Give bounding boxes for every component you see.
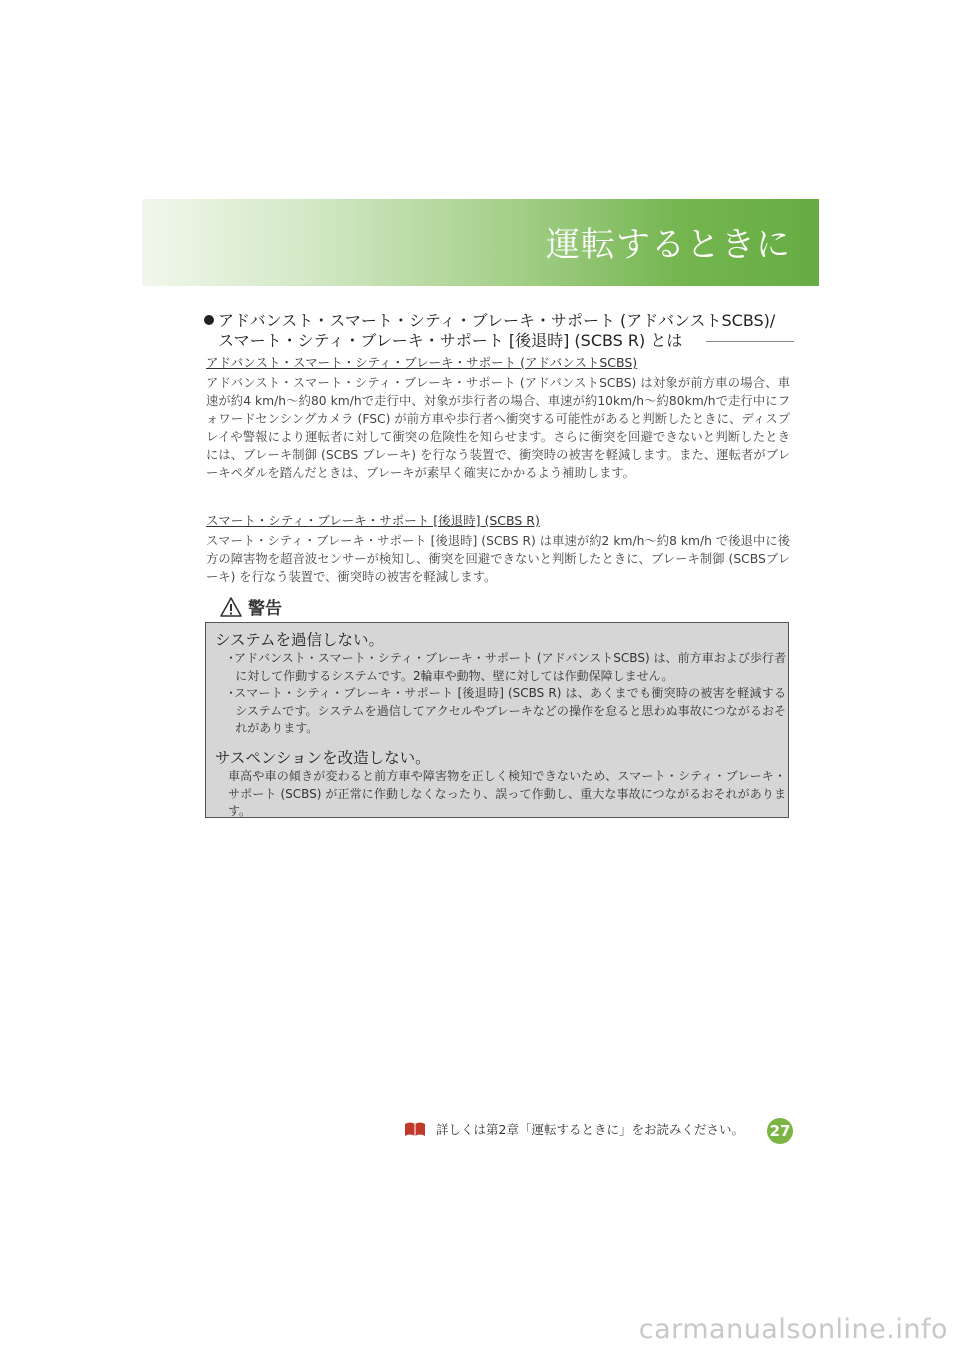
page-number: 27	[767, 1118, 793, 1144]
warning-text-suspension: 車高や車の傾きが変わると前方車や障害物を正しく検知できないため、スマート・シティ・ブレーキ・サポート (SCBS) が正常に作動しなくなったり、誤って作動し、重大な事故につながるおそれがあります。	[228, 769, 786, 818]
warning-title-overconfidence: システムを過信しない。	[215, 631, 384, 649]
section-heading	[204, 311, 794, 351]
warning-box	[205, 622, 789, 818]
warning-title-suspension: サスペンションを改造しない。	[215, 749, 431, 767]
asbs-subheading: アドバンスト・スマート・シティ・ブレーキ・サポート (アドバンストSCBS)	[206, 355, 638, 370]
asbs-body: アドバンスト・スマート・シティ・ブレーキ・サポート (アドバンストSCBS) は対象が前方車の場合、車速が約4 km/h〜約80 km/hで走行中、対象が歩行者の場合、車速が約10km/h〜約80km/hで走行中にフォワードセンシングカメラ (FSC) が前方車や歩行者へ衝突する可能性があると判断したときに、ディスプレイや警報により運転者に対して衝突の危険性を知らせます。さらに衝突を回避できないと判断したときには、ブレーキ制御 (SCBS ブレーキ) を行なう装置で、衝突時の被害を軽減します。また、運転者がブレーキペダルを踏んだときは、ブレーキが素早く確実にかかるよう補助します。	[206, 376, 790, 480]
bullet-icon	[204, 315, 214, 325]
footer-note	[404, 1120, 744, 1138]
warning-item-scbsr: ･スマート・シティ・ブレーキ・サポート [後退時] (SCBS R) は、あくまでも衝突時の被害を軽減するシステムです。システムを過信してアクセルやブレーキなどの操作を怠ると思わぬ事故につながるおそれがあります。	[228, 686, 786, 735]
watermark: carmanualsonline.info	[638, 1314, 948, 1345]
footer-text: 詳しくは第2章「運転するときに」をお読みください。	[436, 1122, 744, 1137]
heading-rule	[706, 341, 794, 342]
warning-label: 警告	[248, 599, 282, 619]
warning-item-asbs: ･アドバンスト・スマート・シティ・ブレーキ・サポート (アドバンストSCBS) は、前方車および歩行者に対して作動するシステムです。2輪車や動物、壁に対しては作動保障しません。	[228, 651, 786, 683]
chapter-title: 運転するときに	[546, 225, 791, 265]
warning-heading	[220, 594, 282, 619]
scbsr-body: スマート・シティ・ブレーキ・サポート [後退時] (SCBS R) は車速が約2 km/h〜約8 km/h で後退中に後方の障害物を超音波センサーが検知し、衝突を回避できないと判断したときに、ブレーキ制御 (SCBSブレーキ) を行なう装置で、衝突時の被害を軽減します。	[206, 534, 790, 584]
section-heading-line1: アドバンスト・スマート・シティ・ブレーキ・サポート (アドバンストSCBS)/	[218, 311, 776, 330]
warning-triangle-icon	[220, 597, 242, 617]
chapter-banner	[142, 199, 819, 286]
section-heading-line2: スマート・シティ・ブレーキ・サポート [後退時] (SCBS R) とは	[218, 331, 683, 350]
scbsr-subheading: スマート・シティ・ブレーキ・サポート [後退時] (SCBS R)	[206, 513, 540, 528]
book-icon	[404, 1121, 426, 1137]
